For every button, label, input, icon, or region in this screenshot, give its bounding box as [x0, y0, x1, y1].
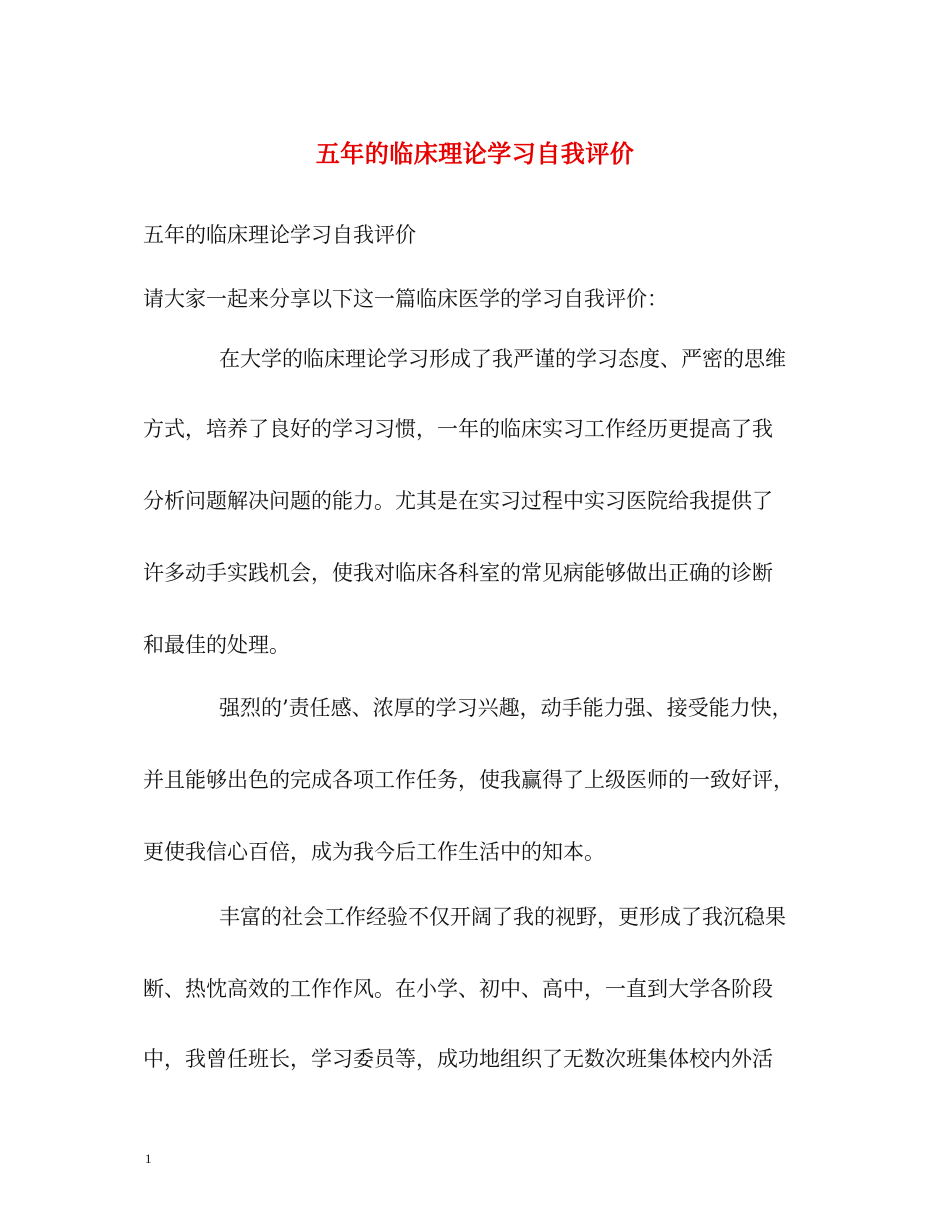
paragraph-line-1: 在大学的临床理论学习形成了我严谨的学习态度、严密的思维 — [219, 347, 786, 371]
paragraph-line-4: 许多动手实践机会，使我对临床各科室的常见病能够做出正确的诊断 — [143, 561, 773, 585]
paragraph-line-8: 更使我信心百倍，成为我今后工作生活中的知本。 — [143, 840, 605, 864]
intro-paragraph: 请大家一起来分享以下这一篇临床医学的学习自我评价： — [143, 287, 668, 311]
paragraph-line-11: 中，我曾任班长，学习委员等，成功地组织了无数次班集体校内外活 — [143, 1047, 773, 1071]
page-number: 1 — [145, 1151, 152, 1166]
paragraph-line-6: 强烈的’责任感、浓厚的学习兴趣，动手能力强、接受能力快， — [219, 696, 793, 720]
paragraph-line-9: 丰富的社会工作经验不仅开阔了我的视野，更形成了我沉稳果 — [219, 905, 786, 929]
document-title: 五年的临床理论学习自我评价 — [315, 139, 635, 168]
paragraph-line-7: 并且能够出色的完成各项工作任务，使我赢得了上级医师的一致好评， — [143, 768, 794, 792]
paragraph-line-3: 分析问题解决问题的能力。尤其是在实习过程中实习医院给我提供了 — [143, 489, 773, 513]
paragraph-line-5: 和最佳的处理。 — [143, 633, 290, 657]
paragraph-line-10: 断、热忱高效的工作作风。在小学、初中、高中，一直到大学各阶段 — [143, 977, 773, 1001]
document-subtitle: 五年的临床理论学习自我评价 — [143, 223, 416, 247]
paragraph-line-2: 方式，培养了良好的学习习惯，一年的临床实习工作经历更提高了我 — [143, 417, 773, 441]
